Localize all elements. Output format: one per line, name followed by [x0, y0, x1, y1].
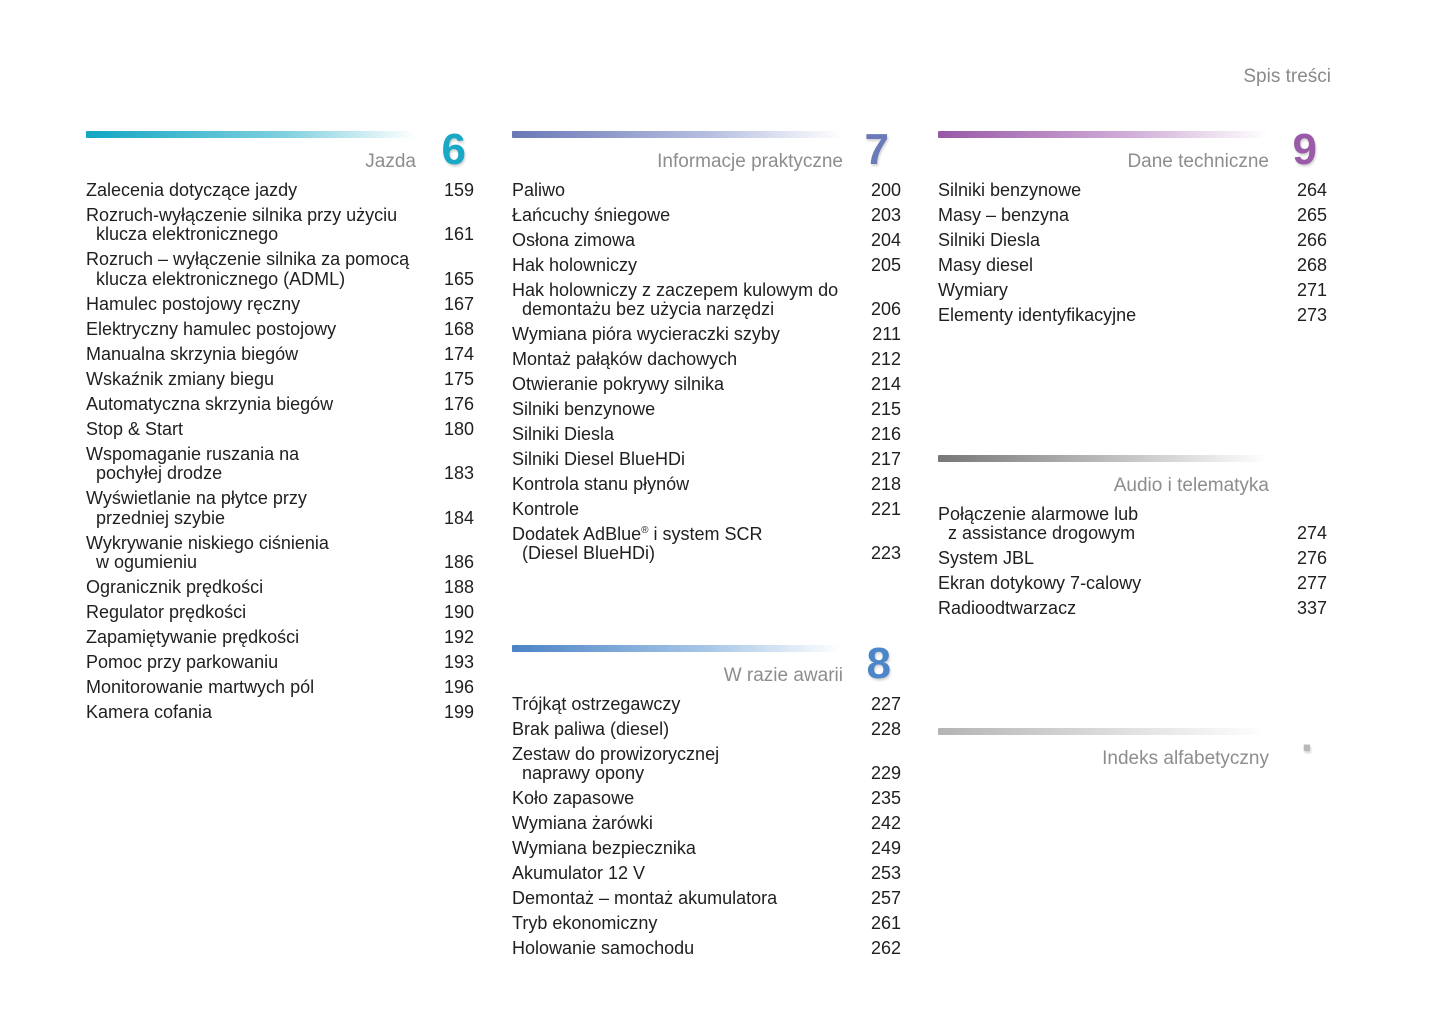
entry-text-line: Holowanie samochodu	[512, 938, 695, 958]
toc-entry[interactable]	[512, 692, 901, 717]
entry-text-line: Masy diesel	[938, 254, 1034, 275]
entry-text-line: klucza elektronicznego (ADML)	[96, 268, 346, 289]
page-number: 168	[443, 318, 474, 339]
entry-text-line: Rozruch – wyłączenie silnika za pomocą	[86, 249, 410, 270]
toc-entry[interactable]	[512, 936, 901, 961]
toc-entry[interactable]	[938, 228, 1327, 253]
entry-text-line: Wyświetlanie na płytce przy	[86, 488, 307, 509]
entry-text-line: Demontaż – montaż akumulatora	[512, 888, 778, 909]
page-number: 165	[443, 268, 474, 289]
page-number: 212	[870, 349, 901, 370]
toc-list	[86, 178, 474, 725]
toc-entry[interactable]	[86, 248, 474, 293]
toc-entry[interactable]	[86, 601, 474, 626]
page-number: 175	[443, 368, 474, 389]
page-number: 261	[870, 913, 901, 934]
toc-entry[interactable]	[512, 322, 901, 347]
page-number: 221	[870, 498, 901, 519]
chapter-number: 8	[866, 639, 891, 688]
toc-entry[interactable]	[512, 742, 901, 787]
entry-text-line: Łańcuchy śniegowe	[512, 204, 671, 225]
page-number: 199	[443, 702, 474, 723]
page-number: 183	[443, 463, 474, 484]
section-awarii	[512, 639, 901, 961]
entry-text-line: Radioodtwarzacz	[938, 598, 1077, 619]
entry-text-line: Trójkąt ostrzegawczy	[512, 693, 681, 714]
page-number: 264	[1296, 179, 1327, 200]
entry-text-line: Wymiana pióra wycieraczki szyby	[512, 324, 780, 345]
entry-text-line: Elementy identyfikacyjne	[938, 304, 1137, 325]
page-number: 274	[1296, 523, 1327, 544]
toc-entry[interactable]	[938, 597, 1327, 622]
entry-text-line: Ogranicznik prędkości	[86, 577, 264, 598]
toc-entry[interactable]	[512, 397, 901, 422]
entry-text-line: demontażu bez użycia narzędzi	[522, 299, 775, 320]
section-bar	[938, 455, 1268, 462]
entry-text-line: System JBL	[938, 548, 1035, 569]
page-number: 277	[1296, 573, 1327, 594]
entry-text-line: Wskaźnik zmiany biegu	[86, 368, 275, 389]
toc-entry[interactable]	[86, 342, 474, 367]
entry-text-line: Silniki Diesla	[938, 229, 1041, 250]
toc-entry[interactable]	[512, 497, 901, 522]
toc-entry[interactable]	[512, 911, 901, 936]
entry-text-line: (Diesel BlueHDi)	[522, 543, 656, 564]
toc-entry[interactable]	[512, 422, 901, 447]
page-number: 265	[1296, 204, 1327, 225]
entry-text-line: Masy – benzyna	[938, 204, 1070, 225]
section-audio	[938, 455, 1327, 621]
entry-text-line: Silniki benzynowe	[512, 399, 656, 420]
entry-text-line: w ogumieniu	[96, 552, 198, 573]
page-number: 193	[443, 652, 474, 673]
entry-text-line: Rozruch-wyłączenie silnika przy użyciu	[86, 204, 398, 225]
toc-entry[interactable]	[512, 886, 901, 911]
toc-entry[interactable]	[86, 203, 474, 248]
chapter-number: 6	[441, 125, 466, 174]
entry-text-line: Automatyczna skrzynia biegów	[86, 393, 334, 414]
page-title: Spis treści	[1243, 66, 1331, 87]
chapter-number: 9	[1292, 125, 1317, 174]
page-number: 203	[870, 204, 901, 225]
page-number: 184	[443, 507, 474, 528]
page-number: 257	[870, 888, 901, 909]
page-number: 192	[443, 627, 474, 648]
toc-entry[interactable]	[86, 417, 474, 442]
entry-text-line: Zestaw do prowizorycznej	[512, 743, 720, 764]
page-number: 196	[443, 677, 474, 698]
page-number: 271	[1296, 279, 1327, 300]
toc-entry[interactable]	[938, 502, 1327, 547]
page-number: 180	[443, 418, 474, 439]
page-number: 262	[870, 938, 901, 958]
toc-entry[interactable]	[938, 253, 1327, 278]
entry-text-line: Wymiary	[938, 279, 1008, 300]
section-jazda	[86, 125, 474, 725]
registered-mark: ®	[641, 524, 649, 536]
entry-text-line: Hamulec postojowy ręczny	[86, 293, 301, 314]
entry-text-line: Wspomaganie ruszania na	[86, 443, 300, 464]
section-title: W razie awarii	[723, 665, 843, 686]
toc-entry[interactable]	[938, 303, 1327, 328]
toc-entry[interactable]	[86, 700, 474, 725]
page-number: 204	[870, 229, 901, 250]
entry-text-line: Paliwo	[512, 179, 566, 200]
toc-entry[interactable]	[86, 576, 474, 601]
entry-text-line: Otwieranie pokrywy silnika	[512, 374, 725, 395]
section-bar	[938, 131, 1268, 138]
page-number: 188	[443, 577, 474, 598]
entry-text-line: Hak holowniczy z zaczepem kulowym do	[512, 279, 839, 300]
page-number: 268	[1296, 254, 1327, 275]
section-bar	[512, 645, 842, 652]
toc-entry[interactable]	[512, 372, 901, 397]
toc-entry[interactable]	[86, 626, 474, 651]
page-number: 266	[1296, 229, 1327, 250]
entry-text-line: pochyłej drodze	[96, 463, 223, 484]
page-number: 205	[870, 254, 901, 275]
entry-text-line: przedniej szybie	[96, 507, 226, 528]
entry-text-line: klucza elektronicznego	[96, 224, 279, 245]
entry-text-line: Stop & Start	[86, 418, 184, 439]
page-number: 186	[443, 552, 474, 573]
toc-entry[interactable]	[86, 531, 474, 576]
entry-text-line: naprawy opony	[522, 763, 645, 784]
toc-list	[938, 502, 1327, 621]
page-number: 161	[443, 224, 474, 245]
toc-entry[interactable]	[512, 347, 901, 372]
entry-text-line: Silniki benzynowe	[938, 179, 1082, 200]
section-informacje	[512, 125, 901, 567]
section-title[interactable]: Indeks alfabetyczny	[1102, 748, 1269, 769]
page-number: 223	[870, 543, 901, 564]
page-number: 242	[870, 813, 901, 834]
section-title: Informacje praktyczne	[657, 151, 843, 172]
toc-entry[interactable]	[512, 253, 901, 278]
toc-entry[interactable]	[512, 787, 901, 812]
entry-text-line: Regulator prędkości	[86, 602, 247, 623]
page-number: 206	[870, 299, 901, 320]
entry-text-line: Kamera cofania	[86, 702, 213, 723]
entry-text: i system SCR	[648, 523, 763, 544]
page-number: 249	[870, 838, 901, 859]
page-number: 229	[870, 763, 901, 784]
page-number: 214	[870, 374, 901, 395]
entry-text-line: Hak holowniczy	[512, 254, 638, 275]
section-title: Dane techniczne	[1127, 151, 1269, 172]
entry-text-line: Silniki Diesel BlueHDi	[512, 448, 686, 469]
toc-entry[interactable]	[938, 572, 1327, 597]
entry-text-line: Kontrole	[512, 498, 580, 519]
chapter-number: 7	[864, 125, 889, 174]
page-number: 235	[870, 788, 901, 809]
section-bar	[938, 728, 1268, 735]
page-number: 215	[870, 399, 901, 420]
entry-text-line: Kontrola stanu płynów	[512, 473, 690, 494]
toc-entry[interactable]	[938, 547, 1327, 572]
entry-text-line: Manualna skrzynia biegów	[86, 343, 299, 364]
toc-entry[interactable]	[86, 675, 474, 700]
toc-entry[interactable]	[512, 717, 901, 742]
section-indeks	[938, 712, 1327, 775]
entry-text-line: Zalecenia dotyczące jazdy	[86, 179, 298, 200]
toc-entry[interactable]	[512, 178, 901, 203]
page-number: 211	[872, 324, 901, 345]
toc-entry[interactable]	[512, 861, 901, 886]
toc-entry[interactable]	[938, 178, 1327, 203]
toc-entry[interactable]	[512, 472, 901, 497]
entry-text-line: Tryb ekonomiczny	[512, 913, 658, 934]
toc-entry[interactable]	[86, 367, 474, 392]
toc-entry[interactable]	[512, 447, 901, 472]
entry-text-line: Brak paliwa (diesel)	[512, 718, 670, 739]
toc-list	[512, 692, 901, 961]
section-bar	[512, 131, 842, 138]
section-title: Audio i telematyka	[1113, 475, 1269, 496]
entry-text-line: Silniki Diesla	[512, 424, 615, 444]
entry-text-line: Koło zapasowe	[512, 788, 635, 809]
toc-entry[interactable]	[86, 442, 474, 487]
page-number: 253	[870, 863, 901, 884]
page-number: 276	[1296, 548, 1327, 569]
page-number: 218	[870, 473, 901, 494]
toc-entry[interactable]	[512, 278, 901, 323]
toc-entry[interactable]	[86, 486, 474, 531]
toc-entry[interactable]	[86, 651, 474, 676]
page-number: 273	[1296, 304, 1327, 325]
entry-text-line: Montaż pałąków dachowych	[512, 349, 738, 370]
entry-text-line: Akumulator 12 V	[512, 863, 646, 884]
toc-entry[interactable]	[512, 203, 901, 228]
toc-entry[interactable]	[938, 203, 1327, 228]
page-number: 337	[1296, 598, 1327, 619]
page-number: 176	[443, 393, 474, 414]
page-number: 228	[870, 718, 901, 739]
toc-entry[interactable]	[86, 178, 474, 203]
page-number: 216	[870, 424, 901, 444]
entry-text-line: Wymiana bezpiecznika	[512, 838, 696, 859]
section-title: Jazda	[365, 151, 416, 172]
entry-text-line: Zapamiętywanie prędkości	[86, 627, 300, 648]
entry-text-line: Połączenie alarmowe lub	[938, 503, 1139, 524]
entry-text-line: Wymiana żarówki	[512, 813, 653, 834]
entry-text: Dodatek AdBlue	[512, 523, 642, 544]
entry-text-line: Ekran dotykowy 7-calowy	[938, 573, 1142, 594]
toc-entry[interactable]	[86, 317, 474, 342]
page-number: 174	[443, 343, 474, 364]
toc-list	[512, 178, 901, 522]
chapter-number: .	[1300, 712, 1313, 761]
entry-text-line: Elektryczny hamulec postojowy	[86, 318, 337, 339]
section-dane	[938, 125, 1327, 328]
page-number: 227	[870, 693, 901, 714]
toc-list	[938, 178, 1327, 328]
toc-entry[interactable]	[86, 292, 474, 317]
toc-entry-adblue[interactable]	[512, 522, 901, 567]
page-number: 200	[870, 179, 901, 200]
toc-entry[interactable]	[512, 836, 901, 861]
page-number: 167	[443, 293, 474, 314]
toc-entry[interactable]	[86, 392, 474, 417]
entry-text-line: Wykrywanie niskiego ciśnienia	[86, 532, 329, 553]
toc-entry[interactable]	[938, 278, 1327, 303]
page-number: 159	[443, 179, 474, 200]
entry-text-line: z assistance drogowym	[948, 523, 1136, 544]
section-bar	[86, 131, 416, 138]
page-number: 190	[443, 602, 474, 623]
toc-entry[interactable]	[512, 811, 901, 836]
entry-text-line: Pomoc przy parkowaniu	[86, 652, 279, 673]
toc-entry[interactable]	[512, 228, 901, 253]
page-number: 217	[870, 448, 901, 469]
entry-text-line: Monitorowanie martwych pól	[86, 677, 315, 698]
entry-text-line: Osłona zimowa	[512, 229, 636, 250]
